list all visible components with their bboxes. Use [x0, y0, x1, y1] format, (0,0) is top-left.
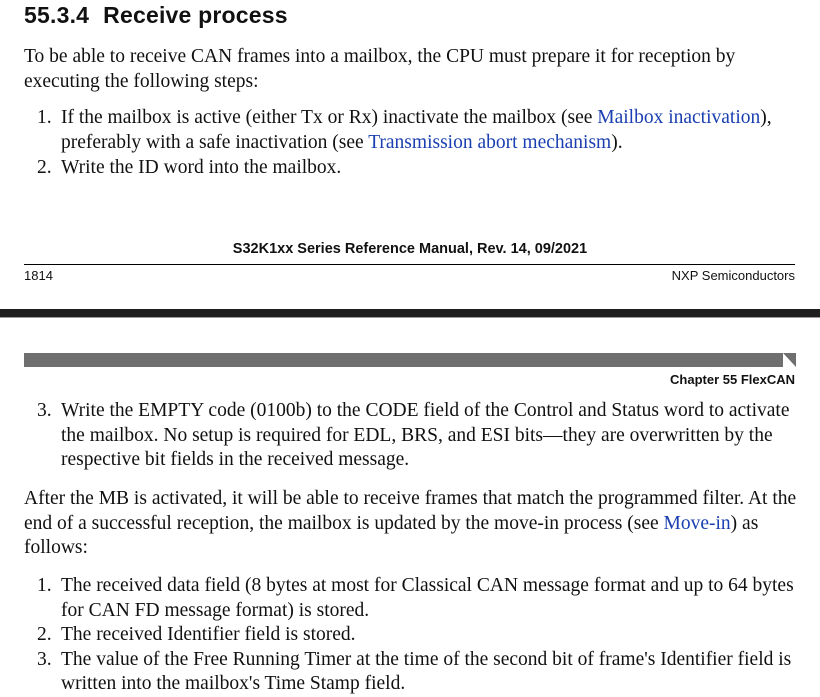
list-item — [0, 399, 800, 473]
step-number: 3. — [37, 400, 52, 421]
mailbox-inactivation-link[interactable]: Mailbox inactivation — [597, 107, 761, 128]
step-text: The value of the Free Running Timer at the time of the second bit of frame's Identifier field is written into the mailbox's Time Stamp field. — [61, 648, 792, 694]
footer-manual-title: S32K1xx Series Reference Manual, Rev. 14, 09/2021 — [232, 241, 588, 257]
paragraph-text: After the MB is activated, it will be able to receive frames that match the programmed filter. At the end of a successful reception, the mailbox is updated by the move-in process (see — [24, 488, 797, 534]
page-break-line — [0, 317, 820, 318]
after-activation-paragraph — [24, 487, 804, 561]
step-number: 2. — [37, 157, 52, 178]
preparation-steps-list — [0, 106, 800, 181]
page-header-bar-tip — [783, 353, 796, 367]
page-header-bar — [24, 353, 796, 367]
step-text: The received data field (8 bytes at most for Classical CAN message format and up to 64 bytes for CAN FD message format) is stored. — [61, 575, 794, 621]
step-text: The received Identifier field is stored. — [61, 624, 356, 645]
section-heading — [24, 2, 288, 29]
footer-page-number: 1814 — [24, 268, 53, 283]
step-text: Write the ID word into the mailbox. — [61, 157, 342, 178]
step-text: Write the EMPTY code (0100b) to the CODE field of the Control and Status word to activate the mailbox. No setup is required for EDL, BRS, and ESI bits—they are overwritten by the respective bit fields in the received message. — [61, 400, 790, 470]
list-item — [0, 106, 800, 155]
step-number: 1. — [37, 107, 52, 128]
step-text: ), preferably with a safe inactivation (see — [61, 107, 772, 153]
footer-rule — [24, 264, 795, 265]
chapter-header: Chapter 55 FlexCAN — [670, 372, 795, 387]
page-break-divider — [0, 309, 820, 317]
move-in-steps-list — [0, 574, 800, 697]
step-text: If the mailbox is active (either Tx or Rx) inactivate the mailbox (see — [61, 107, 598, 128]
move-in-link[interactable]: Move-in — [663, 512, 731, 534]
intro-paragraph: To be able to receive CAN frames into a mailbox, the CPU must prepare it for reception by executing the following steps: — [24, 46, 736, 92]
step-number: 1. — [37, 575, 52, 596]
list-item — [0, 623, 800, 648]
footer-company: NXP Semiconductors — [671, 268, 795, 283]
section-number: 55.3.4 — [24, 2, 90, 28]
list-item — [0, 156, 800, 181]
step-number: 3. — [37, 648, 52, 670]
step-text: ). — [611, 131, 623, 153]
preparation-steps-list-continued — [0, 399, 800, 473]
transmission-abort-mechanism-link[interactable]: Transmission abort mechanism — [368, 131, 612, 153]
list-item — [0, 574, 800, 623]
paragraph-text: ) as follows: — [24, 512, 759, 558]
section-title: Receive process — [103, 2, 288, 28]
step-number: 2. — [37, 624, 52, 645]
list-item — [0, 648, 800, 697]
